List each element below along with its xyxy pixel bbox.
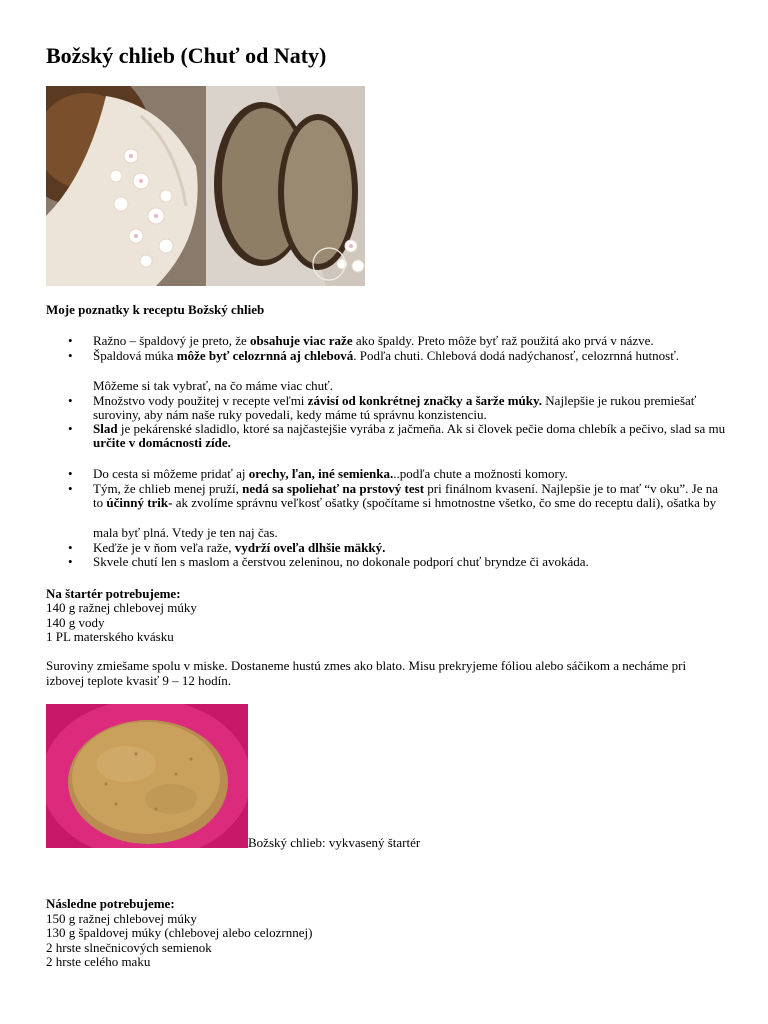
bold-span: obsahuje viac raže (250, 333, 353, 348)
bold-span: vydrží oveľa dlhšie mäkký. (234, 539, 386, 555)
text-span: ako špaldy. Preto môže byť raž použitá ako prvá v názve. (352, 333, 654, 348)
bullet-icon: • (68, 333, 73, 348)
ingredient-item: 140 g ražnej chlebovej múky (46, 600, 197, 615)
bold-span: orechy, ľan, iné semienka. (248, 466, 394, 481)
bullet-icon: • (68, 347, 73, 363)
bullet-icon: • (68, 420, 73, 436)
text-span: Tým, že chlieb menej pruží, (93, 480, 243, 496)
next-heading: Následne potrebujeme: (46, 896, 175, 911)
inline-note: Môžeme si tak vybrať, na čo máme viac chuť. (93, 378, 333, 393)
notes-heading: Moje poznatky k receptu Božský chlieb (46, 302, 265, 317)
bold-span: určite v domácnosti zíde. (93, 435, 231, 450)
ingredient-item: 2 hrste slnečnicových semienok (46, 939, 212, 955)
text-span: ..podľa chute a možnosti komory. (393, 466, 568, 481)
ingredient-item: 2 hrste celého maku (46, 954, 151, 969)
bold-span: nedá sa spoliehať na prstový test (242, 480, 425, 496)
ingredient-item: 1 PL materského kvásku (46, 629, 174, 644)
bread-photo (46, 86, 365, 286)
text-span: . Podľa chuti. Chlebová dodá nadýchanosť, celozrnná hutnosť. (353, 347, 680, 363)
text-span: Špaldová múka (93, 347, 177, 363)
bullet-icon: • (68, 480, 73, 496)
page-title: Božský chlieb (Chuť od Naty) (46, 43, 327, 68)
bold-span: účinný trik- (106, 495, 173, 510)
starter-section (46, 587, 726, 645)
bullet-icon: • (68, 392, 73, 408)
image-caption: Božský chlieb: vykvasený štartér (248, 835, 421, 850)
bold-span: Slad (93, 420, 118, 436)
bold-span: závisí od konkrétnej značky a šarže múky. (307, 392, 543, 408)
ingredient-item: 130 g špaldovej múky (chlebovej alebo celozrnnej) (46, 925, 313, 940)
ingredient-item: 140 g vody (46, 614, 105, 630)
bold-span: môže byť celozrnná aj chlebová (176, 347, 354, 363)
text-span: Množstvo vody použitej v recepte veľmi (93, 392, 308, 408)
text-span: Najlepšie je rukou premiešať suroviny, aby nám naše ruky povedali, kedy máme tú správnu konzistenciu. (93, 392, 697, 422)
instructions-paragraph: Suroviny zmiešame spolu v miske. Dostaneme hustú zmes ako blato. Misu prekryjeme fóliou alebo sáčikom a necháme pri izbovej teplote kvasiť 9 – 12 hodín. (46, 658, 687, 688)
starter-photo (46, 704, 248, 848)
text-span: pri finálnom kvasení. Najlepšie je to mať “v oku”. Je na to (93, 480, 719, 510)
text-span: Skvele chutí len s maslom a čerstvou zeleninou, no dokonale podporí chuť bryndze či avokáda. (93, 554, 589, 569)
text-span: Ražno – špaldový je preto, že (93, 333, 251, 348)
starter-heading: Na štartér potrebujeme: (46, 585, 181, 601)
text-span: ak zvolíme správnu veľkosť ošatky (spočítame si hmotnostne všetko, čo sme do receptu dali), ošatka by (172, 495, 717, 510)
next-section (46, 897, 726, 970)
continuation-line: mala byť plná. Vtedy je ten naj čas. (93, 525, 278, 540)
ingredient-item: 150 g ražnej chlebovej múky (46, 910, 197, 926)
bullet-icon: • (68, 539, 73, 555)
text-span: je pekárenské sladidlo, ktoré sa najčastejšie vyrába z jačmeňa. Ak si človek pečie doma chlebík a pečivo, slad sa mu (117, 420, 726, 436)
text-span: Do cesta si môžeme pridať aj (93, 466, 249, 481)
text-span: Keďže je v ňom veľa raže, (93, 539, 235, 555)
bullet-icon: • (68, 554, 73, 569)
bullet-icon: • (68, 466, 73, 481)
